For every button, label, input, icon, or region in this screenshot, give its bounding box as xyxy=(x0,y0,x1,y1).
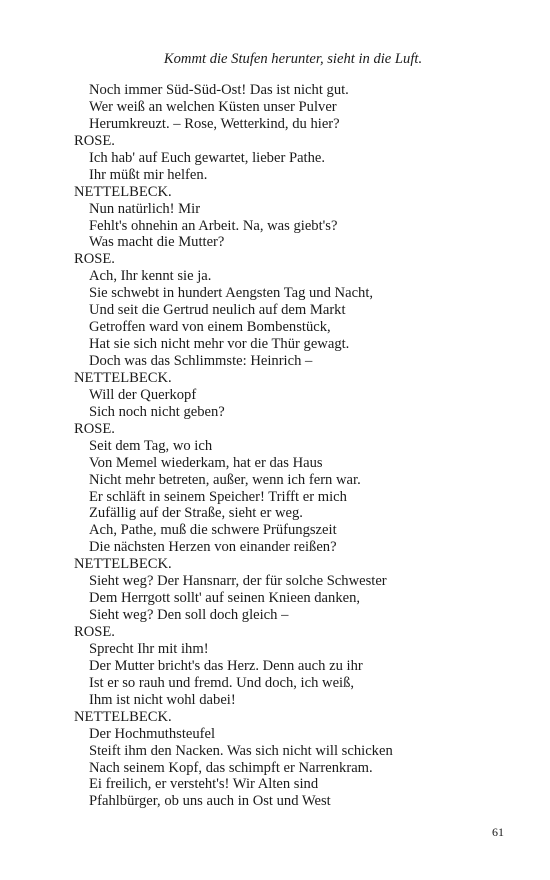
speaker-name: ROSE. xyxy=(74,420,115,437)
verse-line: Sprecht Ihr mit ihm! xyxy=(89,640,209,657)
verse-line: Dem Herrgott sollt' auf seinen Knieen danken, xyxy=(89,590,361,607)
verse-line: Sie schwebt in hundert Aengsten Tag und Nacht, xyxy=(89,285,374,302)
speaker-name: ROSE. xyxy=(74,251,115,268)
verse-line: Will der Querkopf xyxy=(89,386,197,403)
verse-line: Der Hochmuthsteufel xyxy=(89,725,216,742)
speaker-name: NETTELBECK. xyxy=(74,708,172,725)
play-text xyxy=(74,82,514,810)
verse-line: Sich noch nicht geben? xyxy=(89,403,225,420)
verse-line: Pfahlbürger, ob uns auch in Ost und West xyxy=(89,793,331,810)
verse-line: Nach seinem Kopf, das schimpft er Narrenkram. xyxy=(89,759,373,776)
verse-line: Sieht weg? Der Hansnarr, der für solche Schwester xyxy=(89,573,387,590)
verse-line: Er schläft in seinem Speicher! Trifft er mich xyxy=(89,488,347,505)
stage-direction: Kommt die Stufen herunter, sieht in die Luft. xyxy=(163,51,423,67)
verse-line: Ihr müßt mir helfen. xyxy=(89,166,208,183)
verse-line: Sieht weg? Den soll doch gleich – xyxy=(89,607,289,624)
page-number: 61 xyxy=(492,825,504,839)
verse-line: Ihm ist nicht wohl dabei! xyxy=(89,691,236,708)
verse-line: Ach, Pathe, muß die schwere Prüfungszeit xyxy=(89,522,337,539)
verse-line: Fehlt's ohnehin an Arbeit. Na, was giebt's? xyxy=(89,217,338,234)
verse-line: Getroffen ward von einem Bombenstück, xyxy=(89,319,331,336)
verse-line: Von Memel wiederkam, hat er das Haus xyxy=(89,454,323,471)
verse-line: Ich hab' auf Euch gewartet, lieber Pathe. xyxy=(89,149,326,166)
verse-line: Ach, Ihr kennt sie ja. xyxy=(89,268,212,285)
verse-line: Ist er so rauh und fremd. Und doch, ich weiß, xyxy=(89,674,355,691)
verse-line: Nicht mehr betreten, außer, wenn ich fern war. xyxy=(89,471,361,488)
verse-line: Wer weiß an welchen Küsten unser Pulver xyxy=(89,98,337,115)
verse-line: Was macht die Mutter? xyxy=(89,234,225,251)
speaker-name: ROSE. xyxy=(74,132,115,149)
verse-line: Steift ihm den Nacken. Was sich nicht will schicken xyxy=(89,742,393,759)
verse-line: Noch immer Süd-Süd-Ost! Das ist nicht gut. xyxy=(89,82,349,98)
speaker-name: NETTELBECK. xyxy=(74,369,172,386)
verse-line: Nun natürlich! Mir xyxy=(89,200,201,217)
verse-line: Zufällig auf der Straße, sieht er weg. xyxy=(89,505,303,522)
speaker-name: ROSE. xyxy=(74,624,115,640)
verse-line: Herumkreuzt. – Rose, Wetterkind, du hier? xyxy=(89,115,340,132)
verse-line: Der Mutter bricht's das Herz. Denn auch zu ihr xyxy=(89,657,363,674)
verse-line: Doch was das Schlimmste: Heinrich – xyxy=(89,353,313,369)
speaker-name: NETTELBECK. xyxy=(74,556,172,573)
verse-line: Und seit die Gertrud neulich auf dem Markt xyxy=(89,302,346,319)
speaker-name: NETTELBECK. xyxy=(74,183,172,200)
verse-line: Seit dem Tag, wo ich xyxy=(89,437,213,454)
verse-line: Ei freilich, er versteht's! Wir Alten sind xyxy=(89,776,319,793)
verse-line: Hat sie sich nicht mehr vor die Thür gewagt. xyxy=(89,336,350,353)
verse-line: Die nächsten Herzen von einander reißen? xyxy=(89,539,337,556)
